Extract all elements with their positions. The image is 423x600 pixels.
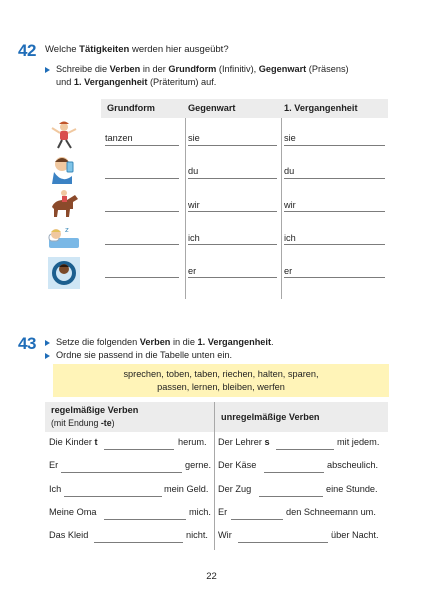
sub-bold: -te xyxy=(100,418,112,428)
sentence-right-4: Er xyxy=(218,507,228,517)
instr-bold: Grundform xyxy=(168,64,217,74)
header-vergangenheit: 1. Vergangenheit xyxy=(284,103,358,113)
word-list-line-2: passen, lernen, bleiben, werfen xyxy=(157,382,285,392)
column-divider xyxy=(281,118,282,299)
sentence-right-3-end: eine Stunde. xyxy=(326,484,378,494)
header-regular-subtitle xyxy=(51,418,115,428)
sub-text: (mit Endung xyxy=(51,418,101,428)
question-prefix: Welche xyxy=(45,44,80,55)
sentence-left-5: Das Kleid xyxy=(49,530,89,540)
word-box xyxy=(53,364,389,397)
answer-line[interactable] xyxy=(259,496,323,497)
cell-gegenwart-4: ich xyxy=(188,233,200,243)
sentence-start: Der Lehrer xyxy=(218,437,265,447)
cell-vergangenheit-4: ich xyxy=(284,233,296,243)
sentence-start: Die Kinder xyxy=(49,437,95,447)
answer-line[interactable] xyxy=(284,277,385,278)
instr-bold: Verben xyxy=(109,64,141,74)
column-divider xyxy=(214,402,215,550)
instr-bold: Verben xyxy=(139,337,171,347)
cell-grundform-1: tanzen xyxy=(105,133,133,143)
header-gegenwart: Gegenwart xyxy=(188,103,236,113)
page-number: 22 xyxy=(206,571,217,582)
answer-line[interactable] xyxy=(105,145,179,146)
verb-table-43-header xyxy=(45,402,388,432)
instr-text: (Präsens) xyxy=(306,64,349,74)
cell-gegenwart-3: wir xyxy=(188,200,200,210)
instr-text: . xyxy=(271,337,274,347)
sentence-left-1-end: herum. xyxy=(178,437,207,447)
answer-line[interactable] xyxy=(188,277,277,278)
instr-bold: 1. Vergangenheit xyxy=(197,337,272,347)
exercise-number-42: 42 xyxy=(18,41,36,60)
dancing-girl-icon xyxy=(45,119,83,150)
cell-gegenwart-1: sie xyxy=(188,133,200,143)
instr-text: in der xyxy=(140,64,169,74)
answer-line[interactable] xyxy=(188,244,277,245)
instr-text: Schreibe die xyxy=(56,64,110,74)
exercise-42-question xyxy=(45,44,229,55)
instr-text: in die xyxy=(170,337,198,347)
exercise-42-instruction xyxy=(56,63,391,89)
answer-line[interactable] xyxy=(284,211,385,212)
exercise-43-instruction-1 xyxy=(56,336,274,349)
sentence-left-4: Meine Oma xyxy=(49,507,97,517)
sentence-left-3-end: mein Geld. xyxy=(164,484,209,494)
answer-line[interactable] xyxy=(284,145,385,146)
cell-vergangenheit-3: wir xyxy=(284,200,296,210)
header-irregular-verbs: unregelmäßige Verben xyxy=(221,412,320,422)
sentence-right-5: Wir xyxy=(218,530,232,540)
cell-vergangenheit-1: sie xyxy=(284,133,296,143)
answer-line[interactable] xyxy=(105,244,179,245)
sentence-hint: s xyxy=(264,437,270,447)
question-suffix: werden hier ausgeübt? xyxy=(129,44,229,55)
cell-vergangenheit-2: du xyxy=(284,166,295,176)
sentence-left-5-end: nicht. xyxy=(186,530,208,540)
answer-line[interactable] xyxy=(105,211,179,212)
sentence-right-3: Der Zug xyxy=(218,484,252,494)
header-grundform: Grundform xyxy=(107,103,155,113)
sentence-left-4-end: mich. xyxy=(189,507,211,517)
instr-bold: 1. Vergangenheit xyxy=(73,77,148,87)
sentence-left-1 xyxy=(49,437,98,447)
answer-line[interactable] xyxy=(284,244,385,245)
word-list-line-1: sprechen, toben, taben, riechen, halten, sparen, xyxy=(123,369,319,379)
sentence-left-2: Er xyxy=(49,460,59,470)
cell-gegenwart-2: du xyxy=(188,166,199,176)
instr-text: und xyxy=(56,77,74,87)
sentence-right-1 xyxy=(218,437,270,447)
answer-line[interactable] xyxy=(64,496,162,497)
answer-line[interactable] xyxy=(104,449,174,450)
sentence-right-1-end: mit jedem. xyxy=(337,437,380,447)
instr-text: Setze die folgenden xyxy=(56,337,140,347)
table-header xyxy=(101,99,388,118)
instr-text: (Präteritum) auf. xyxy=(147,77,217,87)
cell-gegenwart-5: er xyxy=(188,266,197,276)
answer-line[interactable] xyxy=(61,472,182,473)
answer-line[interactable] xyxy=(188,178,277,179)
instr-text: (Infinitiv), xyxy=(216,64,259,74)
sentence-right-4-end: den Schneemann um. xyxy=(286,507,376,517)
bullet-arrow-icon xyxy=(45,353,50,359)
svg-text:z: z xyxy=(65,225,69,234)
answer-line[interactable] xyxy=(105,277,179,278)
column-divider xyxy=(185,118,186,299)
sub-text: ) xyxy=(111,418,115,428)
exercise-43-instruction-2: Ordne sie passend in die Tabelle unten ein. xyxy=(56,350,233,360)
answer-line[interactable] xyxy=(188,145,277,146)
answer-line[interactable] xyxy=(276,449,334,450)
answer-line[interactable] xyxy=(284,178,385,179)
answer-line[interactable] xyxy=(94,542,183,543)
sentence-left-2-end: gerne. xyxy=(185,460,212,470)
answer-line[interactable] xyxy=(264,472,324,473)
swimming-boy-icon xyxy=(45,257,83,288)
drinking-boy-icon xyxy=(45,153,83,184)
sleeping-boy-icon xyxy=(45,221,83,252)
answer-line[interactable] xyxy=(231,519,283,520)
cell-vergangenheit-5: er xyxy=(284,266,293,276)
sentence-left-3: Ich xyxy=(49,484,62,494)
bullet-arrow-icon xyxy=(45,340,50,346)
question-bold: Tätigkeiten xyxy=(79,44,130,55)
sentence-right-5-end: über Nacht. xyxy=(331,530,379,540)
header-regular-verbs: regelmäßige Verben xyxy=(51,405,139,415)
exercise-number-43: 43 xyxy=(18,334,36,353)
answer-line[interactable] xyxy=(104,519,186,520)
sentence-right-2: Der Käse xyxy=(218,460,257,470)
bullet-arrow-icon xyxy=(45,67,50,73)
sentence-hint: t xyxy=(94,437,98,447)
answer-line[interactable] xyxy=(238,542,328,543)
horse-rider-icon xyxy=(45,187,83,218)
verb-table-42 xyxy=(45,99,388,299)
instr-bold: Gegenwart xyxy=(258,64,307,74)
answer-line[interactable] xyxy=(105,178,179,179)
answer-line[interactable] xyxy=(188,211,277,212)
sentence-right-2-end: abscheulich. xyxy=(327,460,379,470)
